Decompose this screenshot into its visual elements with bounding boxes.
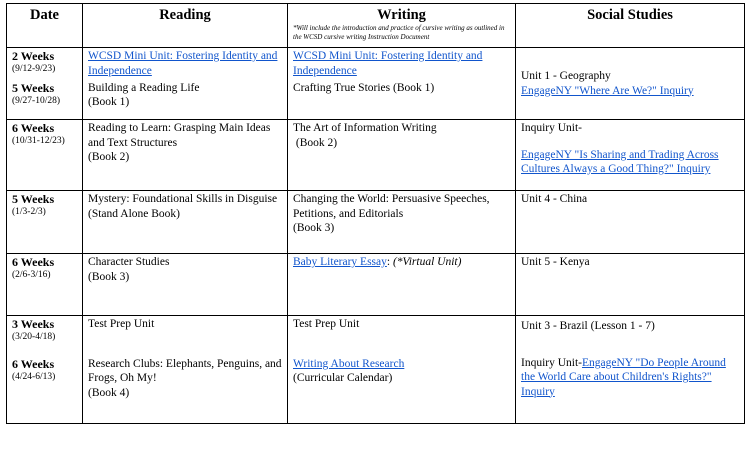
writing-link[interactable]: Baby Literary Essay [293, 256, 387, 268]
social-cell [516, 191, 745, 254]
writing-title: Test Prep Unit [293, 318, 360, 330]
reading-title: Test Prep Unit [88, 318, 155, 330]
date-range: (1/3-2/3) [12, 207, 46, 217]
date-range: (9/27-10/28) [12, 95, 61, 106]
table-row [7, 316, 745, 356]
social-unit-text: Unit 5 - Kenya [521, 256, 590, 268]
table-row [7, 48, 745, 80]
writing-link[interactable]: WCSD Mini Unit: Fostering Identity and Independence [293, 50, 483, 77]
table-row [7, 191, 745, 254]
writing-book: (Curricular Calendar) [293, 372, 393, 384]
writing-title: Changing the World: Persuasive Speeches, Petitions, and Editorials [293, 193, 490, 220]
weeks-label: 3 Weeks [12, 317, 55, 331]
social-cell [516, 316, 745, 424]
weeks-label: 6 Weeks [12, 356, 55, 371]
reading-title: Reading to Learn: Grasping Main Ideas and Text Structures [88, 122, 271, 149]
writing-title: Crafting True Stories (Book 1) [293, 81, 435, 94]
date-range: (4/24-6/13) [12, 371, 56, 382]
reading-cell [83, 48, 288, 80]
writing-book: (Book 2) [293, 136, 338, 149]
weeks-label: 5 Weeks [12, 80, 55, 95]
weeks-label: 2 Weeks [12, 49, 55, 63]
table-row [7, 120, 745, 191]
header-writing [288, 4, 516, 48]
weeks-label: 6 Weeks [12, 121, 55, 135]
date-cell [7, 48, 83, 80]
social-unit-text: Unit 3 - Brazil (Lesson 1 - 7) [521, 320, 655, 332]
reading-title: Mystery: Foundational Skills in Disguise [88, 193, 278, 205]
reading-title: Character Studies [88, 256, 170, 268]
social-unit-text: Unit 1 - Geography [521, 70, 611, 82]
social-unit-text: Unit 4 - China [521, 193, 588, 205]
reading-book: (Book 1) [88, 96, 130, 108]
header-writing-label: Writing [377, 7, 426, 23]
date-cell [7, 191, 83, 254]
reading-cell [83, 356, 288, 424]
writing-cell [288, 254, 516, 316]
social-cell [516, 120, 745, 191]
header-row [7, 4, 745, 48]
date-cell [7, 120, 83, 191]
reading-title: Research Clubs: Elephants, Penguins, and Frogs, Oh My! [88, 357, 282, 384]
reading-cell [83, 254, 288, 316]
social-unit-link[interactable]: EngageNY "Where Are We?" Inquiry [521, 84, 694, 97]
reading-book: (Book 4) [88, 386, 130, 399]
weeks-label: 5 Weeks [12, 192, 55, 206]
reading-cell [83, 316, 288, 356]
table-row [7, 254, 745, 316]
writing-cell [288, 191, 516, 254]
reading-cell [83, 80, 288, 120]
date-range: (10/31-12/23) [12, 136, 65, 146]
writing-link[interactable]: Writing About Research [293, 357, 405, 370]
date-cell [7, 316, 83, 356]
social-cell [516, 254, 745, 316]
date-cell [7, 356, 83, 424]
writing-cell [288, 48, 516, 80]
reading-book: (Book 3) [88, 270, 130, 283]
header-date: Date [7, 4, 83, 48]
date-range: (2/6-3/16) [12, 270, 51, 280]
reading-cell [83, 120, 288, 191]
curriculum-table [6, 3, 745, 424]
social-unit-text: Inquiry Unit- [521, 356, 583, 369]
virtual-unit-note: (*Virtual Unit) [392, 256, 462, 268]
header-social-studies: Social Studies [516, 4, 745, 48]
writing-separator: : [386, 256, 393, 268]
social-unit-text: Inquiry Unit- [521, 122, 583, 134]
weeks-label: 6 Weeks [12, 255, 55, 269]
writing-cell [288, 120, 516, 191]
social-cell [516, 48, 745, 120]
writing-book: (Book 3) [293, 222, 335, 234]
date-range: (9/12-9/23) [12, 64, 56, 74]
writing-title: The Art of Information Writing [293, 122, 437, 134]
date-range: (3/20-4/18) [12, 332, 56, 342]
social-unit-link[interactable]: EngageNY "Do People Around the World Care about Children's Rights?" Inquiry [521, 356, 726, 398]
date-cell [7, 254, 83, 316]
reading-cell [83, 191, 288, 254]
date-cell [7, 80, 83, 120]
reading-book: (Stand Alone Book) [88, 207, 180, 220]
reading-book: (Book 2) [88, 151, 130, 163]
writing-cursive-note: *Will include the introduction and practice of cursive writing as outlined in the WCSD cursive writing Instruction Document [293, 24, 505, 41]
writing-cell [288, 316, 516, 356]
social-unit-link[interactable]: EngageNY "Is Sharing and Trading Across Cultures Always a Good Thing?" Inquiry [521, 148, 719, 175]
reading-title: Building a Reading Life [88, 81, 200, 94]
writing-cell [288, 356, 516, 424]
reading-link[interactable]: WCSD Mini Unit: Fostering Identity and Independence [88, 50, 278, 77]
header-reading: Reading [83, 4, 288, 48]
writing-cell [288, 80, 516, 120]
